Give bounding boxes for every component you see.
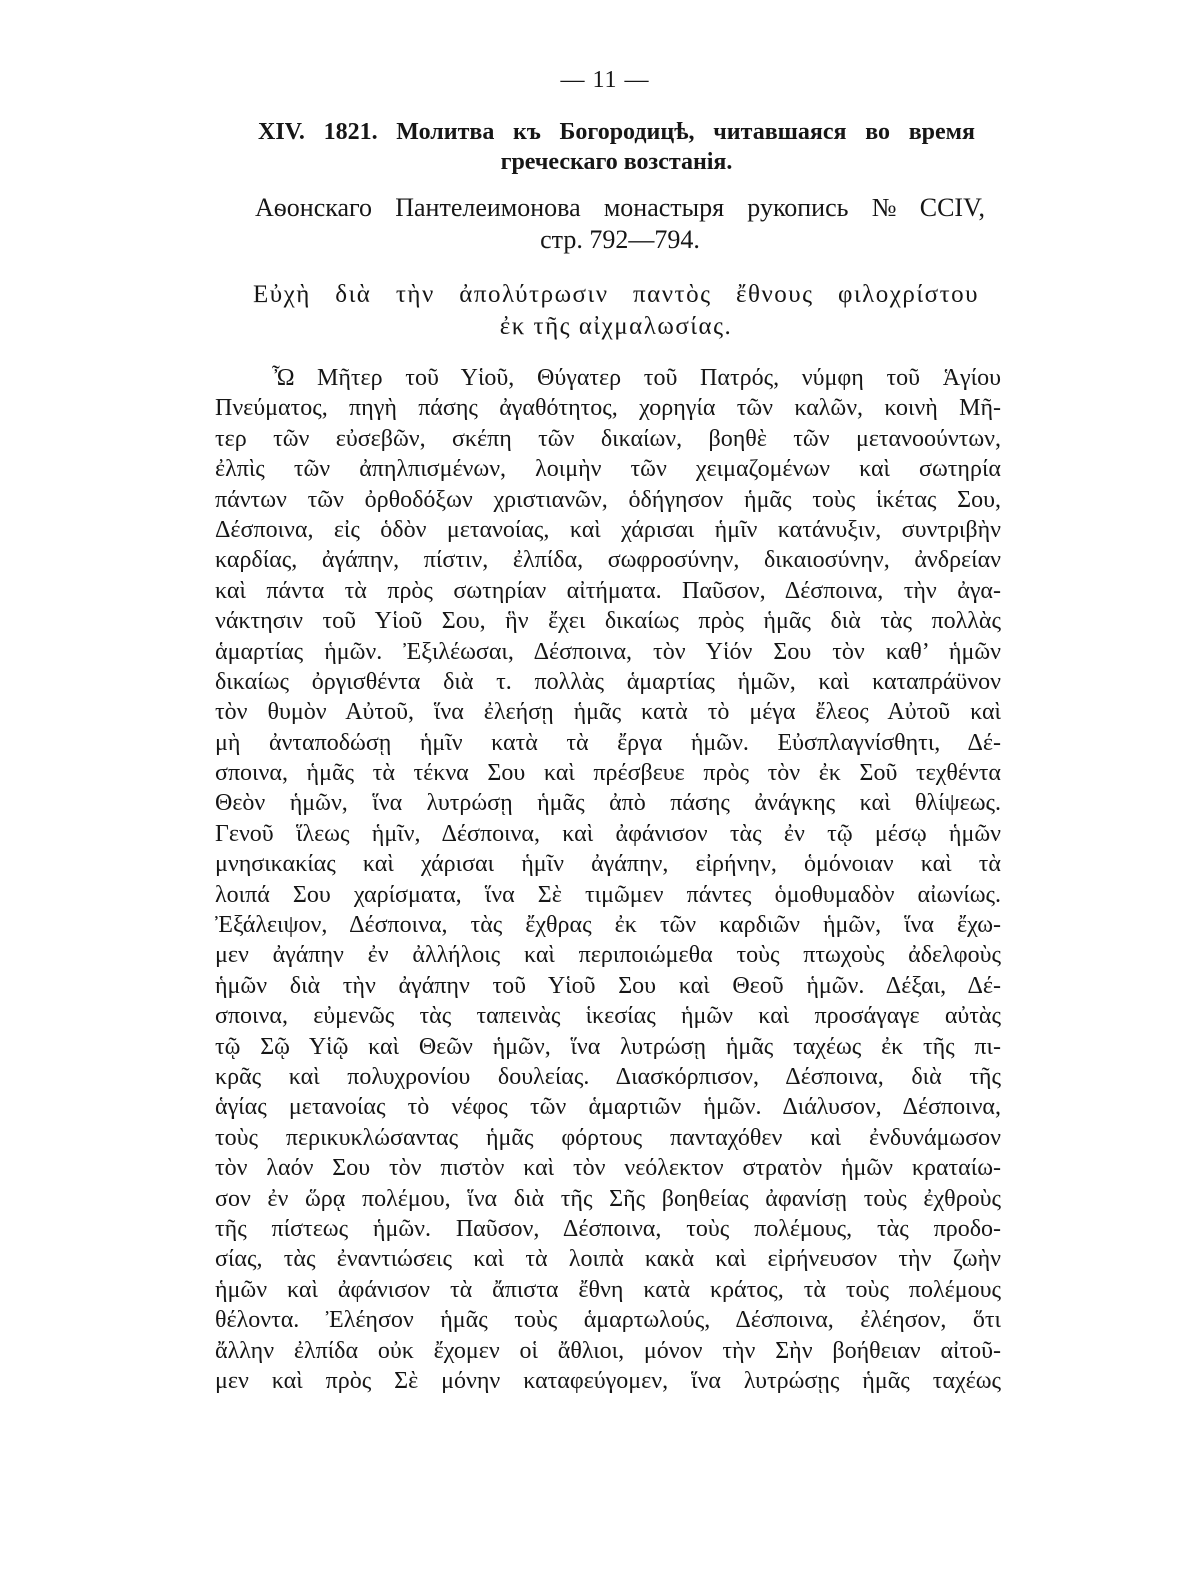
body-line-text: δικαίως ὀργισθέντα διὰ τ. πολλὰς ἁμαρτίας ἡμῶν, καὶ καταπράϋνον (215, 668, 1001, 695)
body-line (272, 363, 1001, 393)
manuscript-source (255, 192, 985, 256)
body-line-text: ἡμῶν καὶ ἀφάνισον τὰ ἄπιστα ἔθνη κατὰ κράτος, τὰ τοὺς πολέμους (215, 1276, 1001, 1303)
body-line-text: τὸν λαόν Σου τὸν πιστὸν καὶ τὸν νεόλεκτον στρατὸν ἡμῶν κραταίω- (215, 1155, 1001, 1182)
body-line (215, 1244, 1001, 1274)
body-line (215, 819, 1001, 849)
body-line-text: ἡμῶν διὰ τὴν ἀγάπην τοῦ Υἱοῦ Σου καὶ Θεοῦ ἡμῶν. Δέξαι, Δέ- (215, 972, 1001, 999)
source-line-text: стр. 792—794. (540, 225, 700, 254)
body-line-text: σον ἐν ὥρᾳ πολέμου, ἵνα διὰ τῆς Σῆς βοηθείας ἀφανίσῃ τοὺς ἐχθροὺς (215, 1185, 1001, 1212)
body-line-text: τῷ Σῷ Υἱῷ καὶ Θεῶν ἡμῶν, ἵνα λυτρώσῃ ἡμᾶς ταχέως ἐκ τῆς πι- (215, 1033, 1001, 1060)
body-line (215, 1092, 1001, 1122)
body-line-text: τοὺς περικυκλώσαντας ἡμᾶς φόρτους πανταχόθεν καὶ ἐνδυνάμωσον (215, 1124, 1001, 1151)
heading-line-text: XIV. 1821. Молитва къ Богородицѣ, читавшаяся во время (258, 119, 975, 145)
body-line-text: Θεὸν ἡμῶν, ἵνα λυτρώσῃ ἡμᾶς ἀπὸ πάσης ἀνάγκης καὶ θλίψεως. (215, 790, 1001, 817)
body-line-text: ἄλλην ἐλπίδα οὐκ ἔχομεν οἱ ἄθλιοι, μόνον τὴν Σὴν βοήθειαν αἰτοῦ- (215, 1337, 1001, 1364)
body-line (215, 1001, 1001, 1031)
body-line (215, 606, 1001, 636)
prayer-title-line (253, 311, 979, 343)
body-line-text: Δέσποινα, εἰς ὁδὸν μετανοίας, καὶ χάρισαι ἡμῖν κατάνυξιν, συντριβὴν (215, 516, 1001, 543)
body-line-text: σίας, τὰς ἐναντιώσεις καὶ τὰ λοιπὰ κακὰ καὶ εἰρήνευσον τὴν ζωὴν (215, 1246, 1001, 1273)
heading-line (258, 147, 975, 177)
body-line (215, 454, 1001, 484)
body-line-text: κρᾶς καὶ πολυχρονίου δουλείας. Διασκόρπισον, Δέσποινα, διὰ τῆς (215, 1063, 1001, 1090)
body-line (215, 971, 1001, 1001)
body-line-text: θέλοντα. Ἐλέησον ἡμᾶς τοὺς ἁμαρτωλούς, Δέσποινα, ἐλέησον, ὅτι (215, 1307, 1001, 1334)
body-line (215, 758, 1001, 788)
prayer-title (253, 279, 979, 343)
body-line-text: καὶ πάντα τὰ πρὸς σωτηρίαν αἰτήματα. Παῦσον, Δέσποινα, τὴν ἀγα- (215, 577, 1001, 604)
body-line-text: νάκτησιν τοῦ Υἱοῦ Σου, ἣν ἔχει δικαίως πρὸς ἡμᾶς διὰ τὰς πολλὰς (215, 608, 1001, 635)
body-line-text: Ὦ Μῆτερ τοῦ Υἱοῦ, Θύγατερ τοῦ Πατρός, νύμφη τοῦ Ἁγίου (272, 365, 1001, 391)
prayer-title-line (253, 279, 979, 311)
body-line-text: ἁμαρτίας ἡμῶν. Ἐξιλέωσαι, Δέσποινα, τὸν Υἱόν Σου τὸν καθ’ ἡμῶν (215, 638, 1001, 665)
prayer-body (215, 363, 1001, 1396)
heading-line (258, 117, 975, 147)
body-line-text: Πνεύματος, πηγὴ πάσης ἀγαθότητος, χορηγία τῶν καλῶν, κοινὴ Μῆ- (215, 395, 1001, 422)
body-line-text: μὴ ἀνταποδώσῃ ἡμῖν κατὰ τὰ ἔργα ἡμῶν. Εὐσπλαγνίσθητι, Δέ- (215, 729, 1001, 756)
body-line (215, 1153, 1001, 1183)
body-line-text: ἁγίας μετανοίας τὸ νέφος τῶν ἁμαρτιῶν ἡμῶν. Διάλυσον, Δέσποινα, (215, 1094, 1001, 1121)
body-line-text: μεν ἀγάπην ἐν ἀλλήλοις καὶ περιποιώμεθα τοὺς πτωχοὺς ἀδελφοὺς (215, 942, 1001, 969)
body-line (215, 424, 1001, 454)
body-line (215, 910, 1001, 940)
body-line (215, 637, 1001, 667)
prayer-title-line-text: Εὐχὴ διὰ τὴν ἀπολύτρωσιν παντὸς ἔθνους φιλοχρίστου (253, 281, 979, 308)
body-line (215, 485, 1001, 515)
body-line-text: τὸν θυμὸν Αὐτοῦ, ἵνα ἐλεήσῃ ἡμᾶς κατὰ τὸ μέγα ἔλεος Αὐτοῦ καὶ (215, 699, 1001, 726)
body-line (215, 788, 1001, 818)
body-line (215, 940, 1001, 970)
body-line (215, 393, 1001, 423)
body-line (215, 1336, 1001, 1366)
body-line-text: τερ τῶν εὐσεβῶν, σκέπη τῶν δικαίων, βοηθὲ τῶν μετανοούντων, (215, 425, 1001, 452)
body-line (215, 849, 1001, 879)
body-line (215, 1123, 1001, 1153)
body-line (215, 1305, 1001, 1335)
body-line (215, 728, 1001, 758)
body-line (215, 697, 1001, 727)
body-line-text: καρδίας, ἀγάπην, πίστιν, ἐλπίδα, σωφροσύνην, δικαιοσύνην, ἀνδρείαν (215, 547, 1001, 574)
body-line (215, 1366, 1001, 1396)
body-line-text: πάντων τῶν ὀρθοδόξων χριστιανῶν, ὁδήγησον ἡμᾶς τοὺς ἱκέτας Σου, (215, 486, 1001, 513)
body-line (215, 1275, 1001, 1305)
body-line-text: ἐλπὶς τῶν ἀπηλπισμένων, λοιμὴν τῶν χειμαζομένων καὶ σωτηρία (215, 456, 1001, 483)
body-line-text: Γενοῦ ἵλεως ἡμῖν, Δέσποινα, καὶ ἀφάνισον τὰς ἐν τῷ μέσῳ ἡμῶν (215, 820, 1001, 847)
body-line (215, 667, 1001, 697)
body-line-text: μνησικακίας καὶ χάρισαι ἡμῖν ἀγάπην, εἰρήνην, ὁμόνοιαν καὶ τὰ (215, 851, 1001, 878)
source-line (255, 192, 985, 224)
section-heading (258, 117, 975, 177)
body-line (215, 515, 1001, 545)
page-number: — 11 — (560, 67, 650, 93)
body-line (215, 1184, 1001, 1214)
body-line (215, 545, 1001, 575)
body-line-text: Ἐξάλειψον, Δέσποινα, τὰς ἔχθρας ἐκ τῶν καρδιῶν ἡμῶν, ἵνα ἔχω- (215, 912, 1001, 939)
body-line (215, 880, 1001, 910)
body-line-text: σποινα, ἡμᾶς τὰ τέκνα Σου καὶ πρέσβευε πρὸς τὸν ἐκ Σοῦ τεχθέντα (215, 760, 1001, 787)
body-line-text: σποινα, εὐμενῶς τὰς ταπεινὰς ἱκεσίας ἡμῶν καὶ προσάγαγε αὐτὰς (215, 1003, 1001, 1030)
body-line-text: τῆς πίστεως ἡμῶν. Παῦσον, Δέσποινα, τοὺς πολέμους, τὰς προδο- (215, 1215, 1001, 1242)
source-line-text: Аѳонскаго Пантелеимонова монастыря рукопись № CCIV, (255, 193, 985, 222)
body-line-text: μεν καὶ πρὸς Σὲ μόνην καταφεύγομεν, ἵνα λυτρώσῃς ἡμᾶς ταχέως (215, 1367, 1001, 1394)
body-line (215, 576, 1001, 606)
heading-line-text: греческаго возстанія. (500, 149, 733, 175)
prayer-title-line-text: ἐκ τῆς αἰχμαλωσίας. (499, 313, 733, 340)
body-line-text: λοιπά Σου χαρίσματα, ἵνα Σὲ τιμῶμεν πάντες ὁμοθυμαδὸν αἰωνίως. (215, 881, 1001, 908)
source-line (255, 224, 985, 256)
body-line (215, 1032, 1001, 1062)
body-line (215, 1214, 1001, 1244)
body-line (215, 1062, 1001, 1092)
